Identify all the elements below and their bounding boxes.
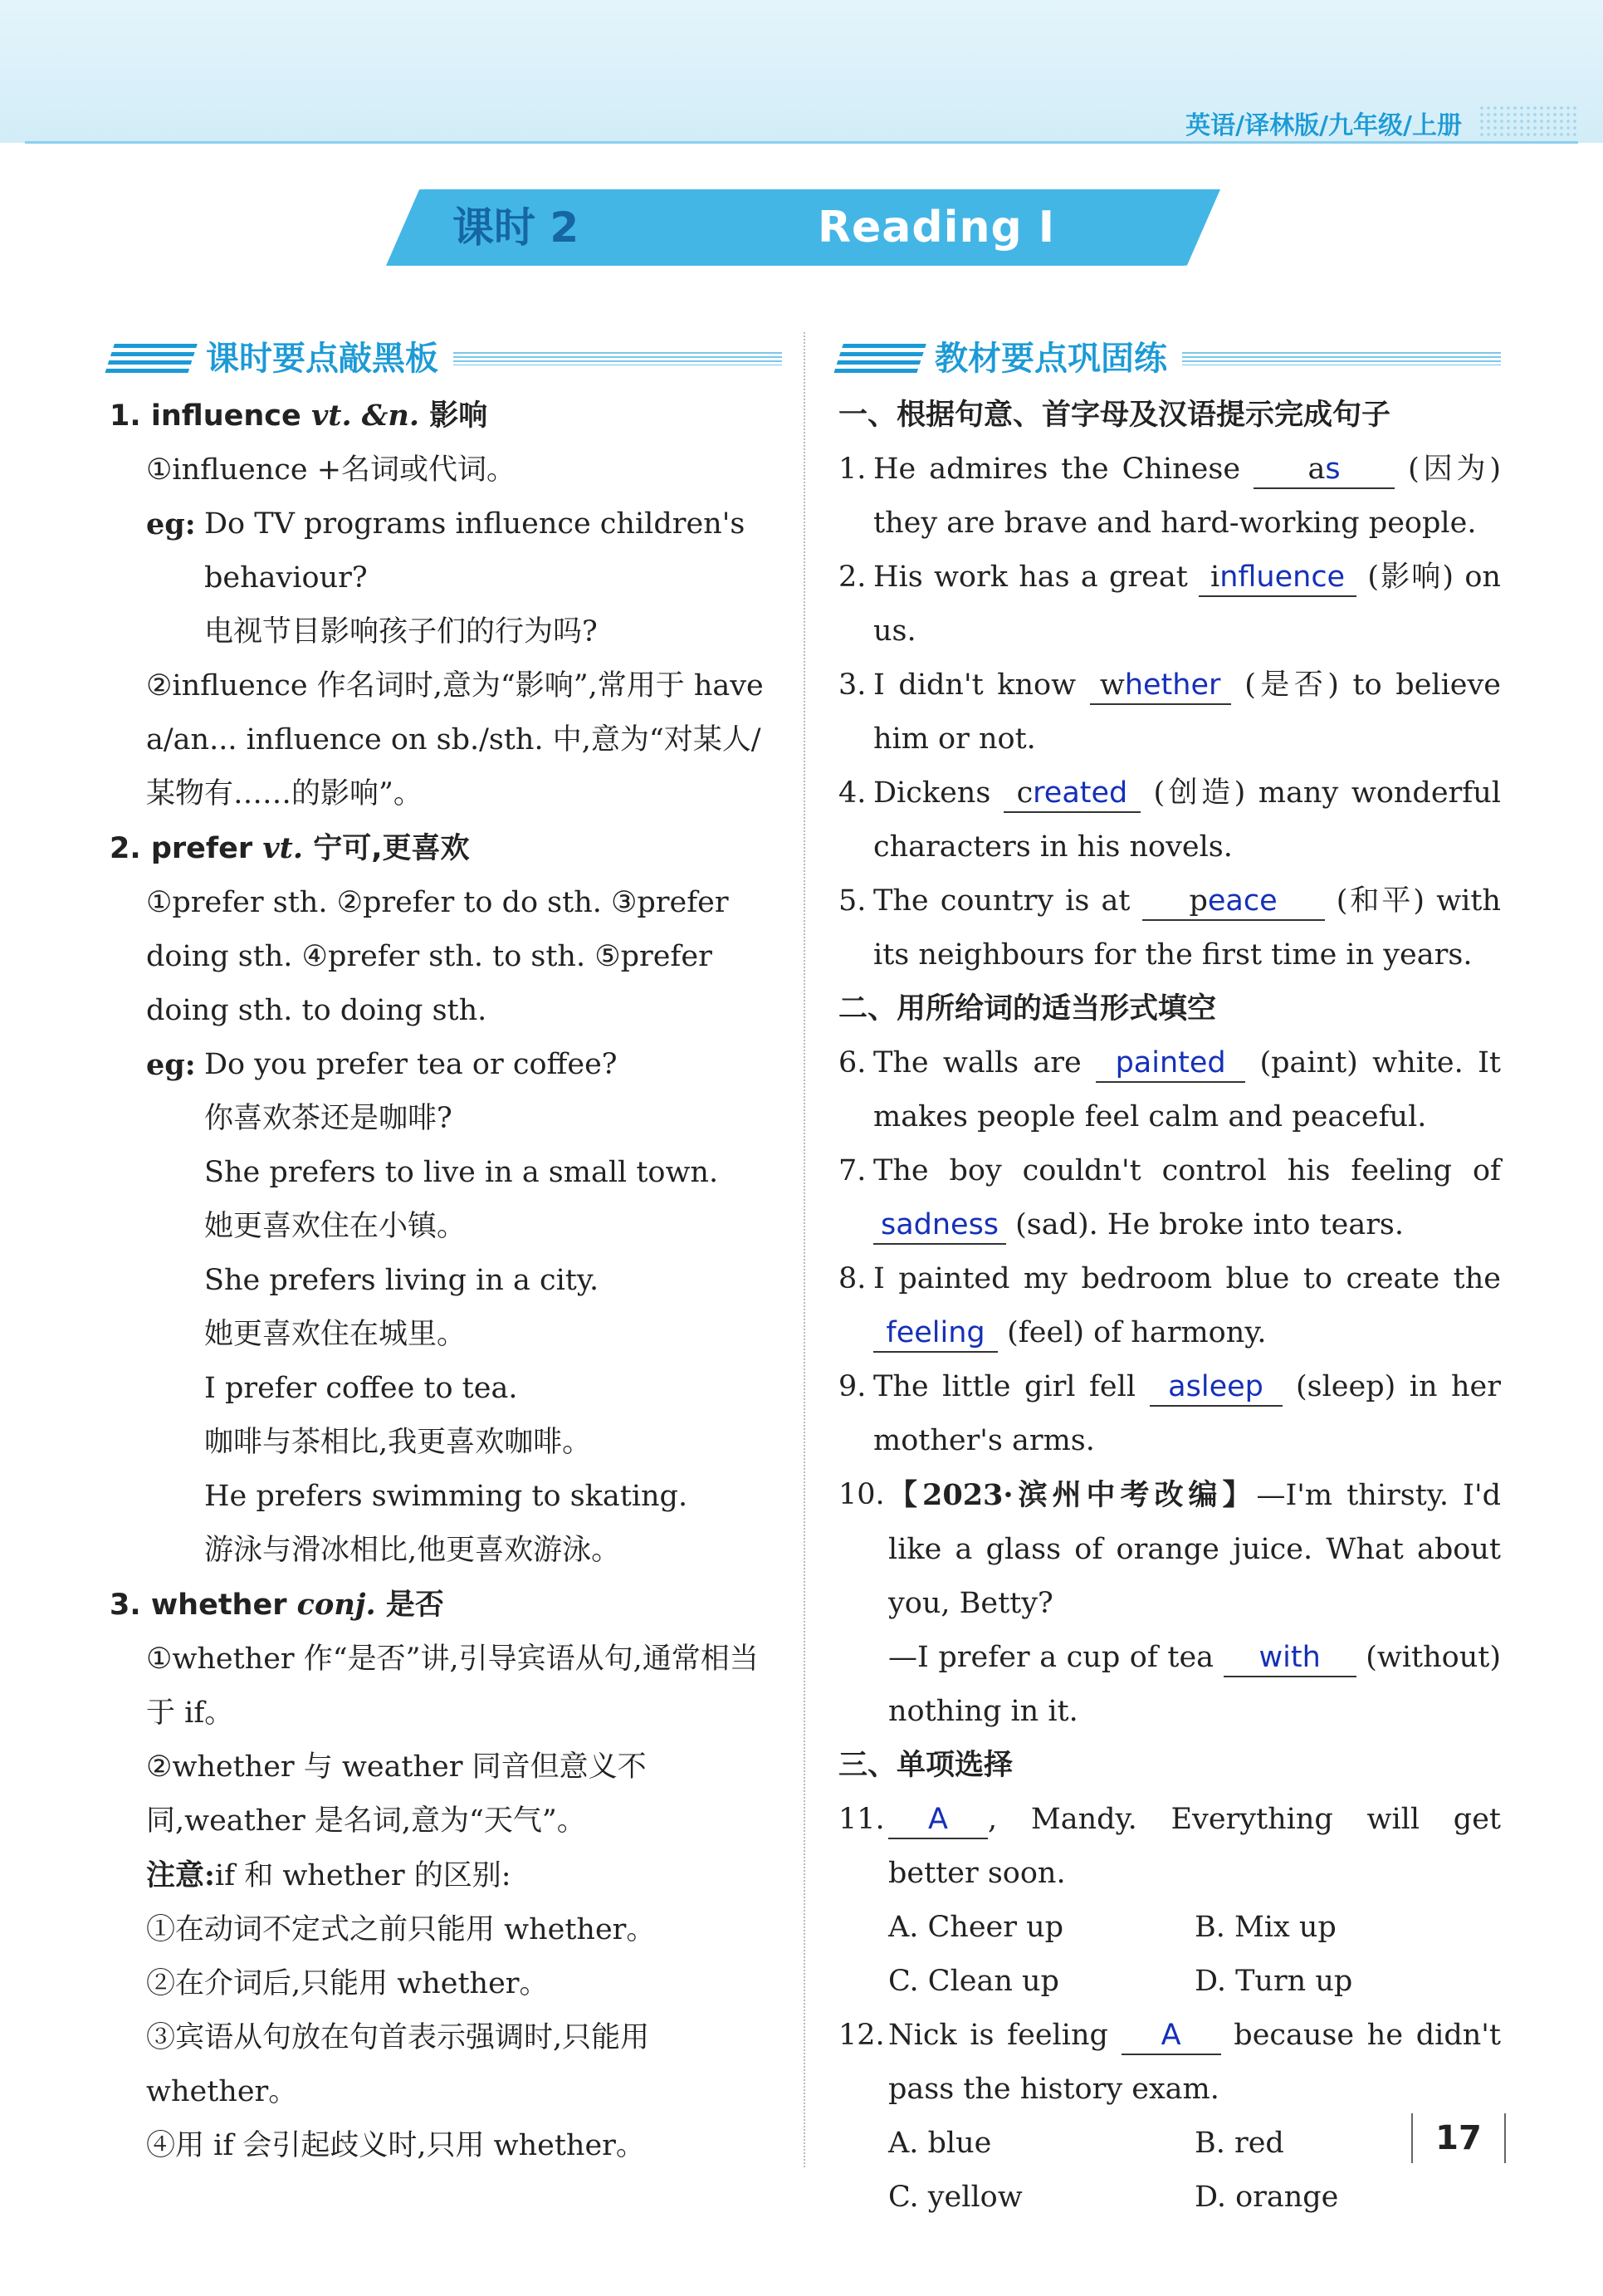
- answer: s: [1325, 453, 1341, 486]
- answer-blank[interactable]: [1199, 559, 1356, 597]
- answer: sadness: [880, 1208, 999, 1241]
- answer-blank[interactable]: [888, 1801, 988, 1839]
- question-body: [888, 2009, 1501, 2117]
- question-text: —I prefer a cup of tea: [888, 1641, 1214, 1674]
- question-text: (和平) with its neighbours for the first time in years.: [873, 884, 1501, 972]
- question-text: Nick is feeling: [888, 2019, 1108, 2052]
- answer: nfluence: [1219, 561, 1346, 594]
- answer: hether: [1124, 668, 1221, 702]
- column-divider: [804, 332, 805, 2167]
- question-body: [873, 551, 1501, 658]
- question-9: [838, 1360, 1501, 1468]
- example-line: 咖啡与茶相比,我更喜欢咖啡。: [204, 1426, 592, 1459]
- question-5: [838, 874, 1501, 982]
- exercise-column: [838, 332, 1501, 2225]
- question-11: [838, 1793, 1501, 1901]
- answer-blank[interactable]: [873, 1207, 1006, 1245]
- question-6: [838, 1036, 1501, 1144]
- example-line: 她更喜欢住在小镇。: [204, 1210, 467, 1243]
- question-text: (paint) white. It makes people feel calm and peaceful.: [873, 1046, 1501, 1133]
- note-item: ③宾语从句放在句首表示强调时,只能用 whether。: [146, 2021, 650, 2108]
- option[interactable]: A. Cheer up: [888, 1911, 1064, 1944]
- question-8: [838, 1252, 1501, 1360]
- entry-prefer: [110, 821, 782, 876]
- example: [110, 497, 782, 605]
- section-heading-key-points: [110, 332, 782, 385]
- answer-blank[interactable]: [1150, 1368, 1283, 1407]
- part-heading: 一、根据句意、首字母及汉语提示完成句子: [838, 399, 1391, 432]
- hint-letter: p: [1189, 884, 1208, 918]
- answer: feeling: [886, 1316, 985, 1349]
- question-body: [873, 1036, 1501, 1144]
- entry-point: ①prefer sth. ②prefer to do sth. ③prefer doing sth. ④prefer sth. to sth. ⑤prefer doing sth. to doing sth.: [146, 886, 729, 1027]
- question-2: [838, 551, 1501, 658]
- example-line: She prefers to live in a small town.: [204, 1156, 719, 1189]
- options-12: [838, 2117, 1501, 2225]
- section-rule: [1182, 352, 1501, 365]
- question-number: 9.: [838, 1370, 867, 1403]
- question-text: Dickens: [873, 776, 991, 810]
- question-text: because he didn't pass the history exam.: [888, 2019, 1501, 2106]
- example-label: eg:: [146, 507, 196, 541]
- hint-letter: w: [1099, 668, 1125, 702]
- entry-pos: vt. &n.: [310, 399, 420, 433]
- entry-word: 2. prefer: [110, 832, 253, 865]
- series-label: 英语/译林版/九年级/上册: [1185, 111, 1462, 140]
- question-text: His work has a great: [873, 561, 1188, 594]
- question-text: —I'm thirsty. I'd like a glass of orange juice. What about you, Betty?: [888, 1479, 1502, 1620]
- entry-word: 1. influence: [110, 399, 301, 433]
- question-number: 11.: [838, 1803, 885, 1836]
- section-title: 课时要点敲黑板: [206, 339, 438, 378]
- question-text: He admires the Chinese: [873, 453, 1241, 486]
- option[interactable]: C. Clean up: [888, 1965, 1059, 1998]
- question-text: I didn't know: [873, 668, 1077, 702]
- part-heading: 二、用所给词的适当形式填空: [838, 992, 1217, 1026]
- question-body: [873, 443, 1501, 551]
- note-title: if 和 whether 的区别:: [214, 1859, 511, 1892]
- question-number: 6.: [838, 1046, 867, 1079]
- answer-blank[interactable]: [1096, 1045, 1245, 1083]
- question-number: 4.: [838, 776, 867, 810]
- answer-blank[interactable]: [1122, 2017, 1221, 2055]
- question-text: The little girl fell: [873, 1370, 1136, 1403]
- section-rule: [453, 352, 782, 365]
- question-4: [838, 766, 1501, 874]
- entry-meaning: 宁可,更喜欢: [313, 832, 470, 865]
- example-line: I prefer coffee to tea.: [204, 1372, 518, 1405]
- answer: asleep: [1168, 1370, 1263, 1403]
- example-line: 她更喜欢住在城里。: [204, 1318, 467, 1351]
- options-11: [838, 1901, 1501, 2009]
- example-line: She prefers living in a city.: [204, 1264, 599, 1297]
- question-text: (sleep) in her mother's arms.: [873, 1370, 1501, 1457]
- key-points-column: [110, 332, 782, 2173]
- answer-blank[interactable]: [873, 1314, 998, 1353]
- header-dots: [1478, 105, 1578, 138]
- option[interactable]: A. blue: [888, 2127, 992, 2160]
- question-number: 10.: [838, 1478, 885, 1511]
- option[interactable]: D. orange: [1195, 2181, 1339, 2214]
- question-number: 8.: [838, 1262, 867, 1295]
- hint-letter: c: [1016, 776, 1034, 810]
- question-text: I painted my bedroom blue to create the: [873, 1262, 1501, 1295]
- question-3: [838, 658, 1501, 766]
- question-body: [888, 1793, 1501, 1901]
- example-line: 游泳与滑冰相比,他更喜欢游泳。: [204, 1534, 621, 1567]
- answer-blank[interactable]: [1224, 1639, 1356, 1677]
- section-title: 教材要点巩固练: [935, 339, 1167, 378]
- lesson-title: Reading Ⅰ: [818, 203, 1056, 252]
- header-rule: [25, 141, 1578, 144]
- hint-letter: a: [1307, 453, 1326, 486]
- option[interactable]: B. red: [1195, 2127, 1284, 2160]
- question-1: [838, 443, 1501, 551]
- note-heading: [110, 1848, 782, 1903]
- entry-influence: [110, 389, 782, 443]
- part-heading: 三、单项选择: [838, 1749, 1014, 1782]
- question-text: (feel) of harmony.: [1007, 1316, 1267, 1349]
- question-text: The walls are: [873, 1046, 1082, 1079]
- answer-blank[interactable]: [1254, 451, 1395, 489]
- section-bars-icon: [105, 344, 198, 374]
- question-text: (创造) many wonderful characters in his novels.: [873, 776, 1501, 864]
- hint-letter: i: [1210, 561, 1220, 594]
- question-text: The country is at: [873, 884, 1131, 918]
- entry-point: ②whether 与 weather 同音但意义不同,weather 是名词,意为“天气”。: [146, 1750, 647, 1838]
- question-text: (影响) on us.: [873, 561, 1501, 648]
- example-label: eg:: [146, 1048, 196, 1082]
- question-text: The boy couldn't control his feeling of: [873, 1154, 1501, 1187]
- entry-meaning: 是否: [385, 1589, 444, 1622]
- question-number: 7.: [838, 1154, 867, 1187]
- option[interactable]: B. Mix up: [1195, 1911, 1337, 1944]
- example-line: 你喜欢茶还是咖啡?: [204, 1102, 452, 1135]
- answer: painted: [1115, 1046, 1226, 1079]
- question-text: (是否) to believe him or not.: [873, 668, 1501, 756]
- question-7: [838, 1144, 1501, 1252]
- answer: A: [1161, 2019, 1181, 2052]
- question-body: [873, 658, 1501, 766]
- option[interactable]: C. yellow: [888, 2181, 1023, 2214]
- lesson-number: 课时 2: [452, 203, 579, 252]
- answer: reated: [1033, 776, 1128, 810]
- option[interactable]: D. Turn up: [1195, 1965, 1353, 1998]
- question-number: 5.: [838, 884, 867, 918]
- question-number: 1.: [838, 453, 867, 486]
- answer-blank[interactable]: [1090, 667, 1231, 705]
- note-item: ④用 if 会引起歧义时,只用 whether。: [146, 2129, 645, 2162]
- entry-point: ②influence 作名词时,意为“影响”,常用于 have a/an... influence on sb./sth. 中,意为“对某人/某物有……的影响”。: [146, 669, 764, 810]
- example-text: Do you prefer tea or coffee?: [204, 1048, 618, 1081]
- page-number: 17: [1411, 2113, 1506, 2163]
- question-source: 【2023·滨州中考改编】: [888, 1478, 1257, 1512]
- question-body: [873, 874, 1501, 982]
- answer-blank[interactable]: [1004, 775, 1141, 813]
- entry-whether: [110, 1578, 782, 1633]
- entry-pos: vt.: [262, 831, 304, 865]
- answer: eace: [1207, 884, 1278, 918]
- question-number: 12.: [838, 2019, 885, 2052]
- question-body: [873, 1360, 1501, 1468]
- note-item: ①在动词不定式之前只能用 whether。: [146, 1913, 656, 1946]
- note-label: 注意:: [146, 1858, 215, 1892]
- question-number: 3.: [838, 668, 867, 702]
- example-line: He prefers swimming to skating.: [204, 1480, 688, 1513]
- answer: with: [1258, 1641, 1321, 1674]
- entry-point: ①influence +名词或代词。: [146, 453, 516, 487]
- question-text: (sad). He broke into tears.: [1015, 1208, 1405, 1241]
- answer-blank[interactable]: [1142, 883, 1325, 921]
- section-heading-exercises: [838, 332, 1501, 385]
- example-text: Do TV programs influence children's behaviour?: [204, 507, 745, 595]
- question-body: [888, 1468, 1501, 1739]
- question-text: (因为) they are brave and hard-working people.: [873, 453, 1501, 540]
- section-bars-icon: [833, 344, 926, 374]
- question-10: [838, 1468, 1501, 1739]
- question-number: 2.: [838, 561, 867, 594]
- entry-point: ①whether 作“是否”讲,引导宾语从句,通常相当于 if。: [146, 1642, 759, 1730]
- question-body: [873, 766, 1501, 874]
- question-text: , Mandy. Everything will get better soon.: [888, 1803, 1501, 1890]
- question-body: [873, 1252, 1501, 1360]
- entry-meaning: 影响: [429, 399, 488, 433]
- question-12: [838, 2009, 1501, 2117]
- question-text: (without) nothing in it.: [888, 1641, 1501, 1728]
- note-item: ②在介词后,只能用 whether。: [146, 1967, 549, 2000]
- entry-pos: conj.: [296, 1588, 376, 1622]
- example-translation: 电视节目影响孩子们的行为吗?: [204, 615, 598, 649]
- answer: A: [928, 1803, 948, 1836]
- example: [110, 1038, 782, 1092]
- question-body: [873, 1144, 1501, 1252]
- entry-word: 3. whether: [110, 1589, 287, 1622]
